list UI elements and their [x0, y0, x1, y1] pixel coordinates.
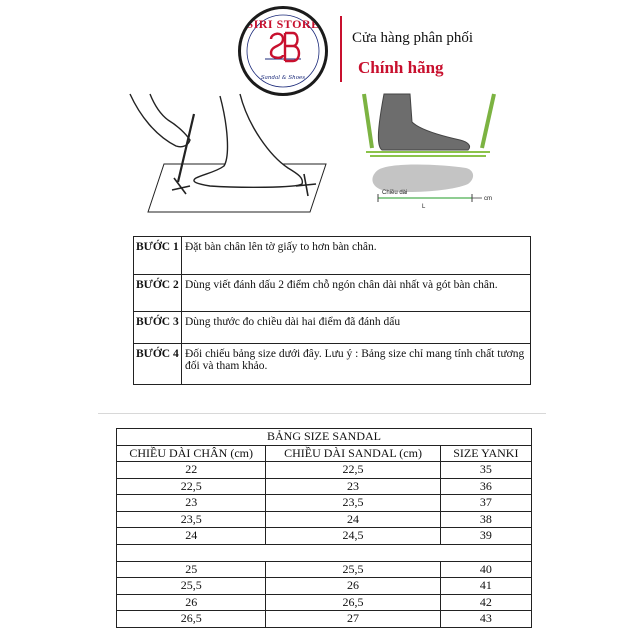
step-label: BƯỚC 3	[134, 312, 182, 344]
foot-length-cell: 26,5	[117, 611, 266, 628]
step-text: Dùng viết đánh dấu 2 điểm chỗ ngón chân dài nhất và gót bàn chân.	[182, 275, 531, 312]
spacer-cell	[117, 544, 532, 561]
foot-drawing	[194, 94, 302, 187]
unit-label: cm	[484, 196, 492, 202]
size-cell: 36	[440, 478, 531, 495]
header-foot-length: CHIỀU DÀI CHÂN (cm)	[117, 445, 266, 462]
step-text: Đặt bàn chân lên tờ giấy to hơn bàn chân.	[182, 237, 531, 275]
size-cell: 42	[440, 594, 531, 611]
steps-table	[133, 236, 531, 385]
step-text: Dùng thước đo chiều dài hai điểm đã đánh dấu	[182, 312, 531, 344]
length-symbol: L	[422, 204, 426, 210]
sandal-length-cell: 26	[266, 578, 440, 595]
logo-subtitle: Sandal & Shoes	[260, 75, 306, 81]
foot-length-cell: 23,5	[117, 511, 266, 528]
section-divider	[98, 413, 546, 414]
spacer-row	[117, 544, 532, 561]
size-cell: 43	[440, 611, 531, 628]
measure-label: Chiều dài	[382, 190, 408, 196]
sandal-length-cell: 22,5	[266, 462, 440, 479]
step-row	[134, 275, 531, 312]
size-table-header-row	[117, 445, 532, 462]
size-cell: 39	[440, 528, 531, 545]
hand-drawing	[130, 94, 190, 147]
header-size: SIZE YANKI	[440, 445, 531, 462]
sandal-length-cell: 23	[266, 478, 440, 495]
logo-brand: SIRI STORE	[246, 17, 320, 31]
foot-length-cell: 24	[117, 528, 266, 545]
size-cell: 37	[440, 495, 531, 512]
table-row	[117, 495, 532, 512]
step-row	[134, 237, 531, 275]
step-row	[134, 312, 531, 344]
table-row	[117, 611, 532, 628]
foot-length-cell: 22,5	[117, 478, 266, 495]
step-label: BƯỚC 1	[134, 237, 182, 275]
foot-measure-illustration	[120, 86, 500, 226]
table-row	[117, 561, 532, 578]
foot-length-cell: 25,5	[117, 578, 266, 595]
table-row	[117, 478, 532, 495]
header-sandal-length: CHIỀU DÀI SANDAL (cm)	[266, 445, 440, 462]
sandal-length-cell: 25,5	[266, 561, 440, 578]
sandal-length-cell: 24,5	[266, 528, 440, 545]
authentic-label: Chính hãng	[358, 58, 444, 77]
size-cell: 35	[440, 462, 531, 479]
table-row	[117, 462, 532, 479]
foot-length-cell: 23	[117, 495, 266, 512]
tagline: Cửa hàng phân phối	[352, 30, 474, 46]
size-cell: 40	[440, 561, 531, 578]
store-logo	[238, 6, 328, 96]
sandal-length-cell: 27	[266, 611, 440, 628]
size-cell: 38	[440, 511, 531, 528]
footprint-view	[372, 165, 492, 211]
size-table-title-row	[117, 429, 532, 446]
foot-length-cell: 26	[117, 594, 266, 611]
size-table-title: BẢNG SIZE SANDAL	[117, 429, 532, 446]
step-label: BƯỚC 2	[134, 275, 182, 312]
step-label: BƯỚC 4	[134, 344, 182, 385]
table-row	[117, 578, 532, 595]
size-cell: 41	[440, 578, 531, 595]
table-row	[117, 528, 532, 545]
foot-side-view	[364, 94, 494, 156]
sandal-length-cell: 23,5	[266, 495, 440, 512]
sandal-length-cell: 24	[266, 511, 440, 528]
table-row	[117, 594, 532, 611]
step-text: Đối chiếu bảng size dưới đây. Lưu ý : Bảng size chỉ mang tính chất tương đối và tham khảo.	[182, 344, 531, 385]
step-row	[134, 344, 531, 385]
table-row	[117, 511, 532, 528]
foot-length-cell: 22	[117, 462, 266, 479]
header-divider	[340, 16, 342, 82]
foot-length-cell: 25	[117, 561, 266, 578]
size-table	[116, 428, 532, 628]
sandal-length-cell: 26,5	[266, 594, 440, 611]
